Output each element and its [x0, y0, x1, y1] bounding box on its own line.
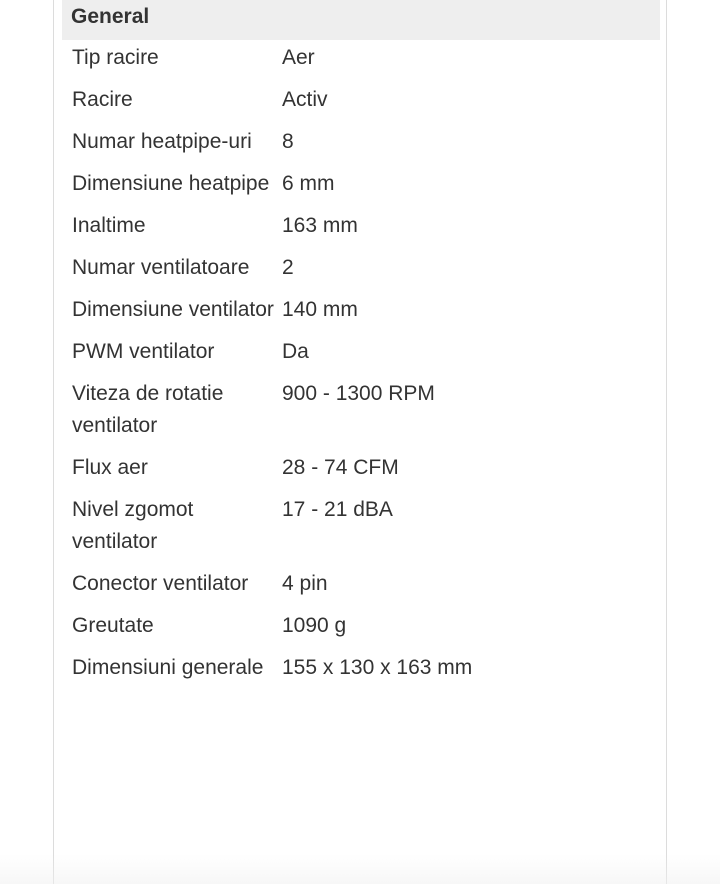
spec-value: 900 - 1300 RPM	[282, 382, 435, 405]
spec-value: 28 - 74 CFM	[282, 456, 399, 479]
spec-row	[72, 336, 652, 378]
spec-value: 17 - 21 dBA	[282, 498, 393, 521]
spec-row	[72, 84, 652, 126]
specs-panel	[53, 0, 667, 884]
spec-key: Dimensiune heatpipe	[72, 172, 270, 195]
spec-row	[72, 42, 652, 84]
spec-key: Tip racire	[72, 46, 159, 69]
spec-key: Inaltime	[72, 214, 146, 237]
spec-value: 8	[282, 130, 294, 153]
spec-key: Nivel zgomot ventilator	[72, 498, 194, 553]
spec-row	[72, 252, 652, 294]
spec-key: Conector ventilator	[72, 572, 249, 595]
spec-key: PWM ventilator	[72, 340, 215, 363]
spec-row	[72, 452, 652, 494]
section-header-general[interactable]	[62, 0, 660, 40]
spec-key: Flux aer	[72, 456, 148, 479]
spec-key: Racire	[72, 88, 133, 111]
spec-key: Dimensiune ventilator	[72, 298, 274, 321]
spec-key: Numar heatpipe-uri	[72, 130, 252, 153]
spec-value: 2	[282, 256, 294, 279]
spec-value: Da	[282, 340, 309, 363]
spec-value: 1090 g	[282, 614, 347, 637]
specs-table	[72, 42, 652, 694]
spec-key: Greutate	[72, 614, 154, 637]
spec-value: 140 mm	[282, 298, 358, 321]
section-title: General	[71, 5, 150, 28]
spec-row	[72, 168, 652, 210]
spec-row	[72, 210, 652, 252]
spec-key: Numar ventilatoare	[72, 256, 250, 279]
spec-row	[72, 378, 652, 452]
spec-key: Dimensiuni generale	[72, 656, 264, 679]
spec-row	[72, 652, 652, 694]
spec-value: 155 x 130 x 163 mm	[282, 656, 473, 679]
spec-value: 163 mm	[282, 214, 358, 237]
spec-value: 6 mm	[282, 172, 335, 195]
spec-row	[72, 610, 652, 652]
spec-row	[72, 494, 652, 568]
spec-row	[72, 294, 652, 336]
spec-key: Viteza de rotatie ventilator	[72, 382, 224, 437]
spec-row	[72, 126, 652, 168]
spec-value: Activ	[282, 88, 328, 111]
spec-value: Aer	[282, 46, 315, 69]
spec-value: 4 pin	[282, 572, 328, 595]
spec-row	[72, 568, 652, 610]
